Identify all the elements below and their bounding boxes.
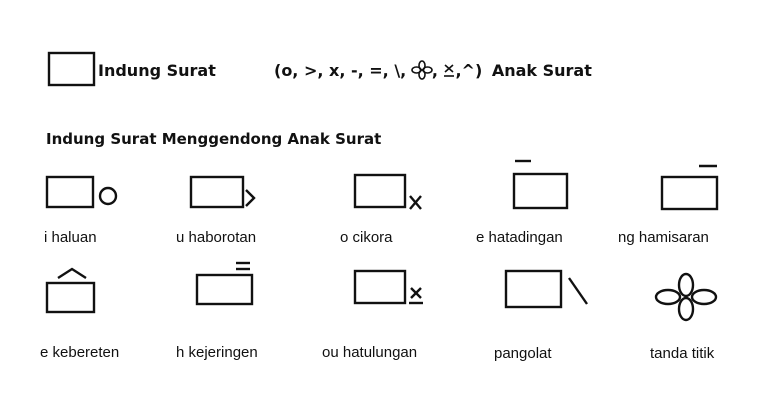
four-petal-small-icon <box>412 61 432 79</box>
caret-above-icon <box>46 266 100 316</box>
child-symbols-list <box>274 61 592 80</box>
mother-letter-box-icon <box>48 52 96 88</box>
row2-label-1: e kebereten <box>40 344 120 361</box>
section-title: Indung Surat Menggendong Anak Surat <box>46 130 382 148</box>
row2-label-4: pangolat <box>494 345 552 362</box>
backslash-icon <box>505 270 595 310</box>
x-underline-icon <box>354 270 432 310</box>
row1-label-1: i haluan <box>44 229 97 246</box>
row1-label-4: e hatadingan <box>476 229 563 246</box>
row2-label-3: ou hatulungan <box>322 344 418 361</box>
chevron-icon <box>190 176 260 212</box>
bar-above-left-icon <box>513 158 573 212</box>
child-letter-label: Anak Surat <box>491 61 592 80</box>
child-symbols-separator: , <box>431 61 444 80</box>
four-petal-icon <box>656 274 716 320</box>
x-underline-small-icon <box>443 62 455 78</box>
double-bar-icon <box>196 258 258 308</box>
row1-label-3: o cikora <box>340 229 393 246</box>
circle-icon <box>46 176 126 212</box>
row1-label-5: ng hamisaran <box>618 229 709 246</box>
x-icon <box>354 174 430 214</box>
child-symbols-text: (o, >, x, -, =, \, <box>274 61 412 80</box>
row2-label-5: tanda titik <box>650 345 715 362</box>
bar-above-right-icon <box>661 161 723 215</box>
row1-label-2: u haborotan <box>176 229 257 246</box>
row2-label-2: h kejeringen <box>176 344 258 361</box>
mother-letter-label: Indung Surat <box>98 61 216 80</box>
child-symbols-end: ,^) <box>455 61 483 80</box>
